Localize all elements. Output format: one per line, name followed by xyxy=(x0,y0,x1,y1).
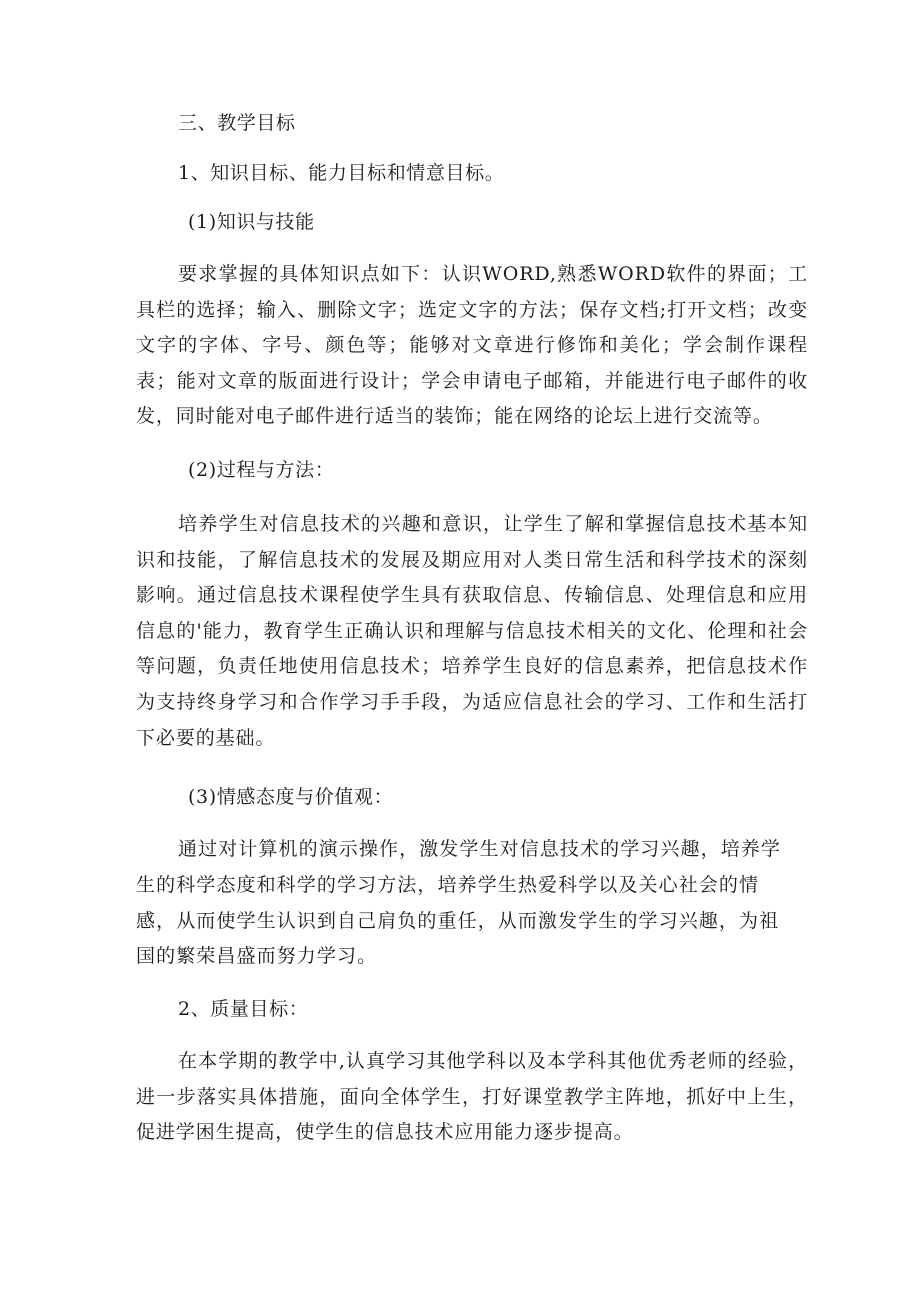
sub3-body: 通过对计算机的演示操作，激发学生对信息技术的学习兴趣，培养学生的科学态度和科学的学习方法，培养学生热爱科学以及关心社会的情感，从而使学生认识到自己肩负的重任，从而激发学生的学习兴趣，为祖国的繁荣昌盛而努力学习。 xyxy=(136,838,782,968)
item2-heading: 2、质量目标： xyxy=(178,998,309,1020)
item2-body: 在本学期的教学中,认真学习其他学科以及本学科其他优秀老师的经验，进一步落实具体措施，面向全体学生，打好课堂教学主阵地，抓好中上生，促进学困生提高，使学生的信息技术应用能力逐步提高。 xyxy=(136,1050,808,1144)
sub1-body: 要求掌握的具体知识点如下：认识WORD,熟悉WORD软件的界面；工具栏的选择；输入、删除文字；选定文字的方法；保存文档;打开文档；改变文字的字体、字号、颜色等；能够对文章进行修饰和美化；学会制作课程表；能对文章的版面进行设计；学会申请电子邮箱，并能进行电子邮件的收发，同时能对电子邮件进行适当的装饰；能在网络的论坛上进行交流等。 xyxy=(136,263,808,428)
sub2-body: 培养学生对信息技术的兴趣和意识，让学生了解和掌握信息技术基本知识和技能，了解信息技术的发展及期应用对人类日常生活和科学技术的深刻影响。通过信息技术课程使学生具有获取信息、传输信息、处理信息和应用信息的'能力，教育学生正确认识和理解与信息技术相关的文化、伦理和社会等问题，负责任地使用信息技术；培养学生良好的信息素养，把信息技术作为支持终身学习和合作学习手手段，为适应信息社会的学习、工作和生活打下必要的基础。 xyxy=(136,513,808,749)
item1-heading: 1、知识目标、能力目标和情意目标。 xyxy=(178,162,505,184)
sub2-heading: (2)过程与方法： xyxy=(188,459,335,481)
sub1-heading: (1)知识与技能 xyxy=(188,211,315,233)
section-title: 三、教学目标 xyxy=(178,112,296,134)
sub3-heading: (3)情感态度与价值观： xyxy=(188,786,394,808)
